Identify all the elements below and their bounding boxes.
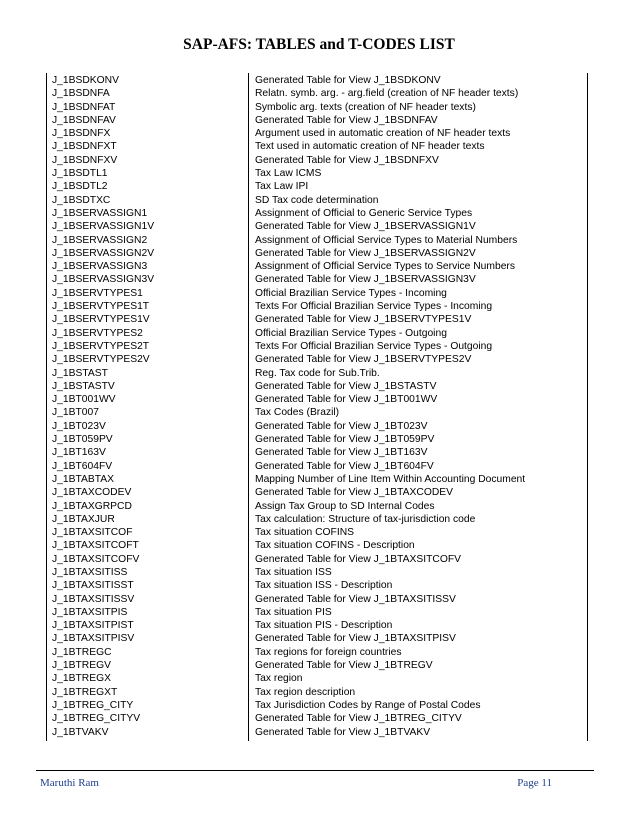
table-row [46,579,588,592]
table-row [46,220,588,233]
table-row [46,300,588,313]
table-row [46,313,588,326]
table-description-cell: Tax situation ISS - Description [255,580,393,592]
table-description-cell: Official Brazilian Service Types - Outgoing [255,327,447,339]
table-description-cell: Generated Table for View J_1BSDNFXV [255,154,439,166]
table-row [46,526,588,539]
table-description-cell: Generated Table for View J_1BT001WV [255,394,438,406]
table-code-cell: J_1BSERVTYPES2V [52,354,150,366]
table-description-cell: Generated Table for View J_1BSERVASSIGN3V [255,274,476,286]
table-row [46,327,588,340]
table-description-cell: Generated Table for View J_1BSERVASSIGN2V [255,247,476,259]
table-code-cell: J_1BSDNFA [52,88,110,100]
table-row [46,154,588,167]
table-row [46,367,588,380]
table-code-cell: J_1BT604FV [52,460,113,472]
table-code-cell: J_1BSDTL1 [52,168,108,180]
table-code-cell: J_1BTREGC [52,646,112,658]
table-description-cell: Text used in automatic creation of NF header texts [255,141,485,153]
footer-page-number: Page 11 [517,777,552,789]
table-code-cell: J_1BTAXSITCOF [52,527,133,539]
table-row [46,74,588,87]
table-description-cell: Assignment of Official Service Types to Service Numbers [255,261,516,273]
table-description-cell: Tax calculation: Structure of tax-jurisdiction code [255,513,476,525]
table-description-cell: Reg. Tax code for Sub.Trib. [255,367,380,379]
table-row [46,686,588,699]
page-title: SAP-AFS: TABLES and T-CODES LIST [183,36,455,53]
table-description-cell: Generated Table for View J_1BT023V [255,420,428,432]
table-row [46,180,588,193]
table-description-cell: Tax situation PIS [255,606,332,618]
table-description-cell: Generated Table for View J_1BSERVTYPES1V [255,314,472,326]
table-code-cell: J_1BTAXJUR [52,513,115,525]
table-description-cell: SD Tax code determination [255,194,379,206]
table-description-cell: Generated Table for View J_1BSTASTV [255,380,437,392]
table-code-cell: J_1BSDTL2 [52,181,108,193]
table-code-cell: J_1BSERVASSIGN3 [52,261,148,273]
table-row [46,632,588,645]
table-row [46,247,588,260]
table-code-cell: J_1BSERVASSIGN1V [52,221,155,233]
table-description-cell: Generated Table for View J_1BTAXCODEV [255,487,454,499]
table-description-cell: Mapping Number of Line Item Within Accounting Document [255,473,526,485]
table-description-cell: Assign Tax Group to SD Internal Codes [255,500,435,512]
table-code-cell: J_1BSDTXC [52,194,111,206]
table-description-cell: Generated Table for View J_1BTVAKV [255,726,431,738]
table-row [46,473,588,486]
table-description-cell: Generated Table for View J_1BSERVTYPES2V [255,354,472,366]
table-description-cell: Tax regions for foreign countries [255,646,402,658]
table-row [46,101,588,114]
table-code-cell: J_1BTREGXT [52,686,118,698]
table-row [46,712,588,725]
table-row [46,340,588,353]
table-row [46,234,588,247]
table-description-cell: Tax region [255,673,303,685]
table-row [46,539,588,552]
table-code-cell: J_1BTAXSITISST [52,580,134,592]
table-row [46,127,588,140]
table-row [46,87,588,100]
table-code-cell: J_1BTAXGRPCD [52,500,132,512]
table-code-cell: J_1BSDNFXT [52,141,117,153]
table-code-cell: J_1BSDKONV [52,75,119,86]
table-description-cell: Texts For Official Brazilian Service Types - Incoming [255,301,493,313]
table-description-cell: Argument used in automatic creation of NF header texts [255,128,511,140]
table-row [46,659,588,672]
table-row [46,393,588,406]
table-code-cell: J_1BSDNFX [52,128,111,140]
table-code-cell: J_1BTAXSITPISV [52,633,135,645]
table-code-cell: J_1BT007 [52,407,99,419]
table-code-cell: J_1BT023V [52,420,106,432]
table-row [46,353,588,366]
table-code-cell: J_1BSERVASSIGN3V [52,274,155,286]
table-description-cell: Generated Table for View J_1BSDNFAV [255,114,438,126]
table-description-cell: Generated Table for View J_1BTAXSITPISV [255,633,456,645]
table-row [46,406,588,419]
table-row [46,460,588,473]
table-code-cell: J_1BTREG_CITYV [52,713,141,725]
table-row [46,446,588,459]
table-description-cell: Generated Table for View J_1BTREGV [255,660,433,672]
table-code-cell: J_1BT001WV [52,394,116,406]
table-description-cell: Tax situation COFINS [255,527,354,539]
table-description-cell: Tax Law ICMS [255,168,322,180]
table-description-cell: Assignment of Official to Generic Service Types [255,207,473,219]
table-description-cell: Tax situation PIS - Description [255,620,393,632]
footer-divider [36,770,594,771]
table-row [46,606,588,619]
table-code-cell: J_1BTREGV [52,660,111,672]
table-row [46,194,588,207]
table-description-cell: Generated Table for View J_1BTAXSITISSV [255,593,456,605]
table-code-cell: J_1BSTAST [52,367,108,379]
table-row [46,486,588,499]
table-code-cell: J_1BTAXSITCOFV [52,553,140,565]
table-code-cell: J_1BTAXSITISSV [52,593,135,605]
table-description-cell: Generated Table for View J_1BT163V [255,447,428,459]
table-description-cell: Tax Jurisdiction Codes by Range of Postal Codes [255,699,481,711]
table-row [46,593,588,606]
table-row [46,207,588,220]
table-code-cell: J_1BTAXSITPIST [52,620,134,632]
table-description-cell: Tax situation ISS [255,566,332,578]
table-code-cell: J_1BTREG_CITY [52,699,134,711]
table-description-cell: Tax situation COFINS - Description [255,540,415,552]
table-row [46,553,588,566]
table-row [46,260,588,273]
table-description-cell: Tax Codes (Brazil) [255,407,340,419]
table-row [46,420,588,433]
table-description-cell: Tax Law IPI [255,181,309,193]
table-code-cell: J_1BSDNFAT [52,101,116,113]
table-description-cell: Generated Table for View J_1BTREG_CITYV [255,713,462,725]
table-row [46,699,588,712]
table-code-cell: J_1BTAXSITPIS [52,606,128,618]
table-code-cell: J_1BSDNFAV [52,114,116,126]
table-code-cell: J_1BT059PV [52,434,113,446]
table-row [46,646,588,659]
footer-author: Maruthi Ram [40,777,99,789]
table-code-cell: J_1BTREGX [52,673,111,685]
table-row [46,619,588,632]
table-code-cell: J_1BSERVTYPES1T [52,301,150,313]
table-description-cell: Tax region description [255,686,356,698]
table-code-cell: J_1BSERVTYPES1V [52,314,150,326]
table-code-cell: J_1BTABTAX [52,473,114,485]
table-description-cell: Generated Table for View J_1BT604FV [255,460,434,472]
table-row [46,114,588,127]
table-code-cell: J_1BSERVTYPES2T [52,340,150,352]
table-row [46,513,588,526]
table-code-cell: J_1BSERVASSIGN2V [52,247,155,259]
table-row [46,167,588,180]
table-rows [46,74,588,739]
table-description-cell: Generated Table for View J_1BSDKONV [255,75,441,86]
table-code-cell: J_1BSTASTV [52,380,115,392]
table-row [46,287,588,300]
table-description-cell: Generated Table for View J_1BSERVASSIGN1V [255,221,476,233]
table-description-cell: Assignment of Official Service Types to Material Numbers [255,234,518,246]
table-description-cell: Official Brazilian Service Types - Incoming [255,287,447,299]
table-code-cell: J_1BSERVTYPES2 [52,327,143,339]
table-code-cell: J_1BTAXSITCOFT [52,540,139,552]
table-row [46,380,588,393]
table-code-cell: J_1BT163V [52,447,106,459]
table-code-cell: J_1BTAXCODEV [52,487,132,499]
table-row [46,140,588,153]
table-row [46,273,588,286]
table-row [46,433,588,446]
table-code-cell: J_1BSERVTYPES1 [52,287,143,299]
table-description-cell: Generated Table for View J_1BTAXSITCOFV [255,553,462,565]
table-description-cell: Generated Table for View J_1BT059PV [255,434,435,446]
table-description-cell: Texts For Official Brazilian Service Types - Outgoing [255,340,493,352]
table-code-cell: J_1BTAXSITISS [52,566,128,578]
table-description-cell: Symbolic arg. texts (creation of NF header texts) [255,101,476,113]
table-code-cell: J_1BSERVASSIGN2 [52,234,148,246]
table-row [46,726,588,739]
table-row [46,566,588,579]
table-code-cell: J_1BSDNFXV [52,154,118,166]
table-row [46,500,588,513]
table-row [46,672,588,685]
table-code-cell: J_1BSERVASSIGN1 [52,207,148,219]
table-description-cell: Relatn. symb. arg. - arg.field (creation of NF header texts) [255,88,519,100]
table-code-cell: J_1BTVAKV [52,726,109,738]
tcode-table [46,73,588,741]
